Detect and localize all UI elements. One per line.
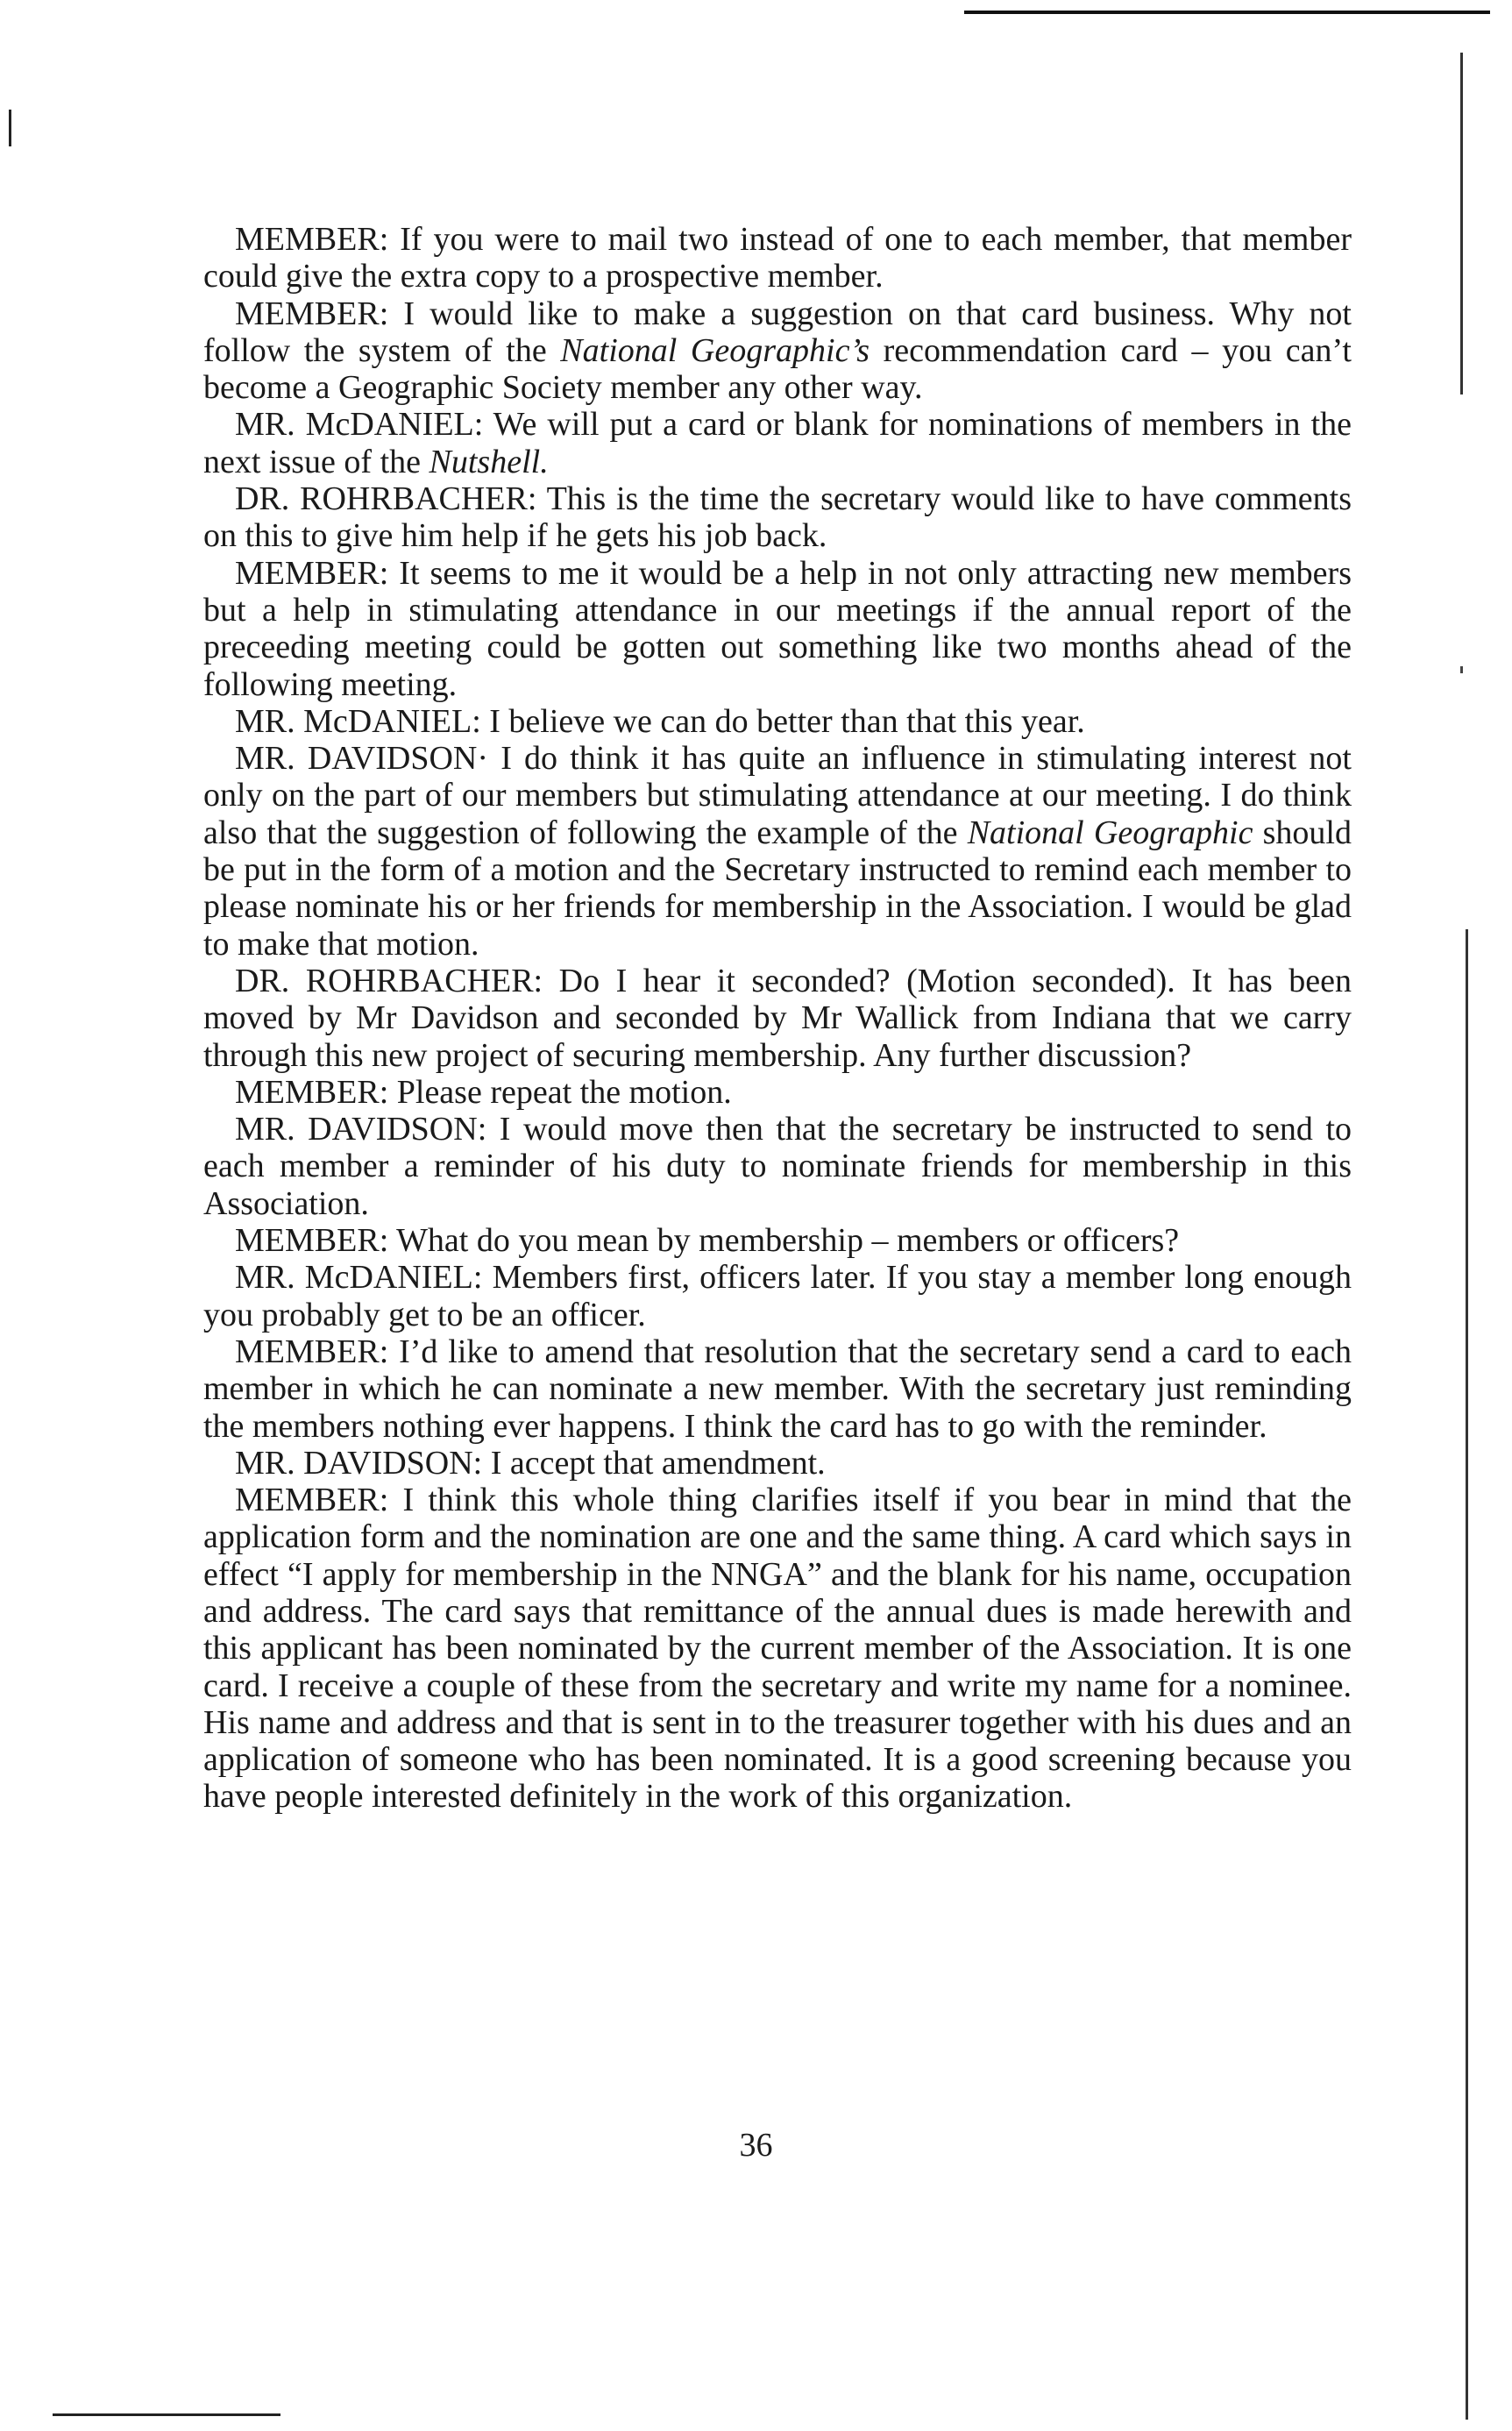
scan-edge-line-right-lower bbox=[1466, 929, 1468, 2420]
paragraph-12 bbox=[203, 1259, 1352, 1333]
paragraph-1 bbox=[203, 221, 1352, 295]
paragraph-text: MEMBER: If you were to mail two instead of one to each member, that member could give the extra copy to a prospective member. bbox=[203, 221, 1352, 295]
scan-edge-line-right-upper bbox=[1460, 53, 1463, 395]
paragraph-text: MEMBER: I think this whole thing clarifies itself if you bear in mind that the application form and the nomination are one and the same thing. A card which says in effect “I apply for membership in the NNGA” and the blank for his name, occupation and address. The card says that remittance of the annual dues is made herewith and this applicant has been nominated by the current member of the Association. It is one card. I receive a couple of these from the secretary and write my name for a nominee. His name and address and that is sent in to the treasurer together with his dues and an application of someone who has been nominated. It is a good screening because you have people interested definitely in the work of this organization. bbox=[203, 1482, 1352, 1816]
italic-title: Nutshell. bbox=[429, 443, 549, 480]
paragraph-text: MEMBER: I’d like to amend that resolution that the secretary send a card to each member in which he can nominate a new member. With the secretary just reminding the members nothing ever happens. I think the card has to go with the reminder. bbox=[203, 1333, 1352, 1445]
paragraph-text-continued: should be put in the form of a motion and the Secretary instructed to remind each member to please nominate his or her friends for membership in the Association. I would be glad to make that motion. bbox=[203, 814, 1352, 963]
scan-edge-line-bottom bbox=[53, 2413, 280, 2416]
paragraph-9 bbox=[203, 1074, 1352, 1111]
paragraph-10 bbox=[203, 1111, 1352, 1222]
paragraph-4 bbox=[203, 480, 1352, 555]
scan-edge-mark-left bbox=[9, 110, 11, 146]
paragraph-text: MEMBER: What do you mean by membership – members or officers? bbox=[235, 1222, 1180, 1260]
paragraph-text: DR. ROHRBACHER: This is the time the secretary would like to have comments on this to give him help if he gets his job back. bbox=[203, 480, 1352, 555]
paragraph-6 bbox=[203, 703, 1352, 740]
paragraph-11 bbox=[203, 1222, 1352, 1259]
paragraph-text-continued: recommendation card – you can’t become a Geographic Society member any other way. bbox=[203, 331, 1352, 407]
paragraph-text: MR. DAVIDSON· I do think it has quite an influence in stimulating interest not only on the part of our members but stimulating attendance at our meeting. I do think also that the suggestion of following the example of the bbox=[203, 740, 1352, 851]
transcript-body bbox=[203, 221, 1352, 1816]
scan-speck bbox=[1460, 666, 1463, 673]
page-number: 36 bbox=[739, 2127, 773, 2164]
paragraph-text: MR. McDANIEL: I believe we can do better than that this year. bbox=[235, 702, 1085, 740]
scan-edge-line-top bbox=[964, 11, 1490, 14]
paragraph-15 bbox=[203, 1482, 1352, 1816]
paragraph-8 bbox=[203, 963, 1352, 1074]
paragraph-text: MR. McDANIEL: We will put a card or blank for nominations of members in the next issue of the bbox=[203, 406, 1352, 480]
paragraph-5 bbox=[203, 555, 1352, 703]
paragraph-13 bbox=[203, 1333, 1352, 1445]
paragraph-3 bbox=[203, 406, 1352, 480]
paragraph-14 bbox=[203, 1445, 1352, 1482]
paragraph-7 bbox=[203, 740, 1352, 963]
paragraph-text: MEMBER: I would like to make a suggestion on that card business. Why not follow the system of the bbox=[203, 295, 1352, 369]
paragraph-text: MEMBER: It seems to me it would be a help in not only attracting new members but a help in stimulating attendance in our meetings if the annual report of the preceeding meeting could be gotten out something like two months ahead of the following meeting. bbox=[203, 554, 1352, 703]
paragraph-text: MR. McDANIEL: Members first, officers later. If you stay a member long enough you probably get to be an officer. bbox=[203, 1259, 1352, 1333]
paragraph-text: MR. DAVIDSON: I accept that amendment. bbox=[235, 1444, 826, 1482]
paragraph-text: MEMBER: Please repeat the motion. bbox=[235, 1073, 732, 1111]
italic-title: National Geographic bbox=[967, 814, 1253, 851]
paragraph-text: MR. DAVIDSON: I would move then that the secretary be instructed to send to each member a reminder of his duty to nominate friends for membership in this Association. bbox=[203, 1111, 1352, 1222]
paragraph-2 bbox=[203, 295, 1352, 407]
italic-title: National Geographic’s bbox=[560, 331, 870, 369]
paragraph-text: DR. ROHRBACHER: Do I hear it seconded? (Motion seconded). It has been moved by Mr Davidson and seconded by Mr Wallick from Indiana that we carry through this new project of securing membership. Any further discussion? bbox=[203, 962, 1352, 1074]
